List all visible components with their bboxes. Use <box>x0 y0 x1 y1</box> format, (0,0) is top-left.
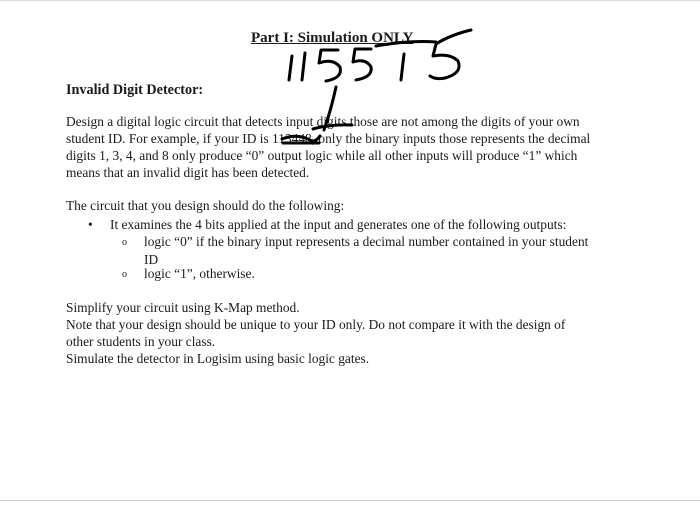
hollow-circle-bullet-icon: o <box>122 269 127 280</box>
bullet-icon: • <box>88 217 93 232</box>
paragraph-description <box>66 113 626 181</box>
paragraph-line: digits 1, 3, 4, and 8 only produce “0” output logic while all other inputs will produce “1” which <box>66 148 578 163</box>
paragraph-line: Note that your design should be unique to your ID only. Do not compare it with the design of <box>66 317 566 332</box>
sub-bullet-item <box>122 233 588 268</box>
bullet-text: It examines the 4 bits applied at the input and generates one of the following outputs: <box>110 217 567 232</box>
paragraph-line: means that an invalid digit has been detected. <box>66 165 310 180</box>
sub-bullet-text-continued: ID <box>144 252 159 267</box>
page-title: Part I: Simulation ONLY <box>251 30 414 46</box>
section-heading: Invalid Digit Detector: <box>66 82 204 98</box>
paragraph-line: Simulate the detector in Logisim using basic logic gates. <box>66 351 370 366</box>
bottom-divider <box>0 500 700 501</box>
paragraph-line: other students in your class. <box>66 334 216 349</box>
paragraph-line: student ID. For example, if your ID is 113448, only the binary inputs those represents the decimal <box>66 131 591 146</box>
sub-bullet-text: logic “1”, otherwise. <box>144 266 255 281</box>
bullet-item <box>88 216 566 233</box>
top-divider <box>0 0 700 1</box>
paragraph-line: Simplify your circuit using K-Map method. <box>66 300 300 315</box>
sub-bullet-item <box>122 265 255 283</box>
paragraph-line: Design a digital logic circuit that detects input digits those are not among the digits of your own <box>66 114 580 129</box>
paragraph-instructions <box>66 299 626 367</box>
sub-bullet-text: logic “0” if the binary input represents a decimal number contained in your student <box>144 234 589 249</box>
paragraph-requirements-intro: The circuit that you design should do the following: <box>66 198 345 213</box>
hollow-circle-bullet-icon: o <box>122 237 127 248</box>
